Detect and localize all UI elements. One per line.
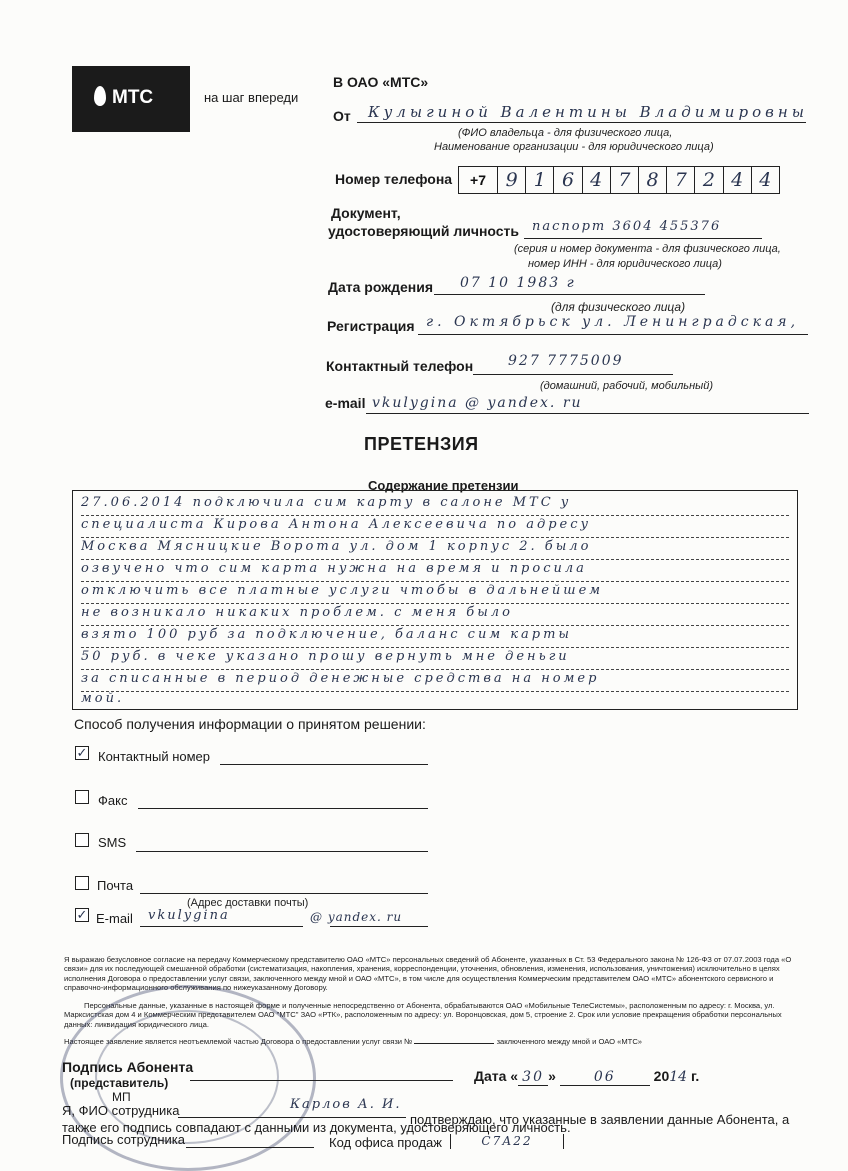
claim-line: отключить все платные услуги чтобы в дальнейшем — [81, 581, 789, 604]
phone-digit: 9 — [497, 167, 525, 193]
birth-hint: (для физического лица) — [551, 300, 686, 314]
claim-line: не возникало никаких проблем. с меня было — [81, 603, 789, 626]
date-month[interactable]: 06 — [560, 1069, 650, 1086]
phone-digit: 4 — [582, 167, 610, 193]
date-text: Дата — [474, 1068, 507, 1084]
contact-number-label: Контактный номер — [98, 749, 211, 764]
date-year-suffix[interactable]: 14 — [669, 1069, 688, 1085]
phone-digit: 7 — [666, 167, 694, 193]
subscriber-sign-label: Подпись Абонента — [62, 1059, 194, 1075]
phone-digit: 1 — [525, 167, 553, 193]
claim-subtitle: Содержание претензии — [368, 478, 519, 493]
email-option-value: vkulygina — [148, 908, 230, 923]
document-value: паспорт 3604 455376 — [532, 219, 722, 234]
post-label: Почта — [97, 878, 134, 893]
phone-number-field[interactable] — [458, 166, 780, 194]
consent-paragraph-2: Персональные данные, указанные в настоящей форме и полученные непосредственно от Абонента, обрабатываются ОАО «Мобильные ТелеСистемы», расположенным по адресу: г. Москва, ул. Марксистская дом 4 и Коммерческим представителем ОАО "МТС" ЗАО «РТК», расположенным по адресу: ул. Воронцовская, дом 5, строение 2. Срок или условие прекращения обработки персональных данных: ликвидация юридического лица. — [64, 1001, 782, 1029]
contract-number-line — [414, 1043, 494, 1044]
employee-sign-line[interactable] — [186, 1147, 314, 1148]
consent-contract-end: заключенного между мной и ОАО «МТС» — [496, 1037, 643, 1046]
consent-paragraph-1: Я выражаю безусловное согласие на передачу Коммерческому представителю ОАО «МТС» персональных сведений об Абоненте, указанных в Ст. 53 Федерального закона № 126-ФЗ от 07.07.2003 года «О связи» для их последующей смешанной обработки (систематизация, накопления, хранения, корреспонденции, уточнения, обновления, изменения, использования, уничтожения) исключительно в целях исполнения Договора о предоставлении услуг связи, заключенного между мной и ОАО «МТС», в том числе для осуществления Коммерческим представителем ОАО «МТС» абонентского сервисного и справочно-информационного обслуживания по нижеуказанному Договору. — [64, 955, 792, 993]
document-hint-1: (серия и номер документа - для физического лица, — [514, 243, 781, 255]
document-hint-2: номер ИНН - для юридического лица) — [528, 258, 722, 270]
subscriber-sign-label-2: (представитель) — [70, 1076, 169, 1090]
mp-label: МП — [112, 1090, 131, 1104]
contact-number-checkbox[interactable]: ✓ — [76, 745, 88, 760]
claim-line: озвучено что сим карта нужна на время и просила — [81, 559, 789, 582]
phone-digit: 4 — [723, 167, 751, 193]
method-title: Способ получения информации о принятом решении: — [74, 716, 426, 732]
claim-line: за списанные в период денежные средства на номер — [81, 669, 789, 692]
registration-label: Регистрация — [327, 318, 415, 334]
from-line — [357, 122, 806, 123]
post-hint: (Адрес доставки почты) — [187, 897, 309, 909]
employee-sign-label: Подпись сотрудника — [62, 1132, 185, 1147]
consent-contract-text: Настоящее заявление является неотъемлемой частью Договора о предоставлении услуг связи № — [64, 1037, 413, 1046]
email-option-line[interactable] — [140, 926, 303, 927]
document-label-1: Документ, — [331, 205, 401, 221]
confirm-text-2: также его подпись совпадают с данными из документа, удостоверяющего личность. — [62, 1120, 571, 1135]
post-checkbox[interactable] — [75, 876, 89, 890]
email-domain-value: @ yandex. ru — [310, 910, 403, 924]
logo-slogan: на шаг впереди — [204, 90, 299, 105]
claim-text-area[interactable] — [72, 490, 798, 710]
addressee: В ОАО «МТС» — [333, 74, 429, 90]
office-label: Код офиса продаж — [329, 1135, 442, 1150]
employee-value: Карлов А. И. — [290, 1097, 402, 1112]
date-label: Дата « 30 » 06 2014 г. — [474, 1068, 700, 1085]
sms-label: SMS — [98, 835, 127, 850]
email-option-label: E-mail — [96, 911, 133, 926]
from-value: Кулыгиной Валентины Владимировны — [368, 103, 808, 121]
employee-label: Я, ФИО сотрудника — [62, 1103, 180, 1118]
contact-phone-label: Контактный телефон — [326, 358, 474, 374]
sms-line[interactable] — [136, 851, 428, 852]
from-hint-1: (ФИО владельца - для физического лица, — [458, 127, 673, 139]
claim-line: Москва Мясницкие Ворота ул. дом 1 корпус 2. было — [81, 537, 789, 560]
date-year-end: г. — [690, 1068, 700, 1084]
post-line[interactable] — [140, 893, 428, 894]
date-day[interactable]: 30 — [518, 1069, 548, 1086]
from-hint-2: Наименование организации - для юридического лица) — [434, 141, 714, 153]
registration-value: г. Октябрьск ул. Ленинградская, — [426, 314, 800, 330]
claim-line: 50 руб. в чеке указано прошу вернуть мне деньги — [81, 647, 789, 670]
email-domain-line — [330, 926, 428, 927]
contact-phone-value: 927 7775009 — [508, 353, 624, 369]
claim-line: 27.06.2014 подключила сим карту в салоне МТС у — [81, 493, 789, 516]
fax-label: Факс — [98, 793, 128, 808]
contact-phone-line — [473, 374, 673, 375]
office-value: С7А22 — [481, 1134, 533, 1148]
date-year-prefix: 20 — [653, 1068, 670, 1084]
office-code-field[interactable] — [450, 1134, 564, 1149]
email-value: vkulygina @ yandex. ru — [372, 395, 583, 411]
employee-line[interactable] — [178, 1117, 406, 1118]
egg-icon — [94, 86, 106, 106]
phone-digit: 2 — [694, 167, 722, 193]
claim-line: взято 100 руб за подключение, баланс сим карты — [81, 625, 789, 648]
phone-prefix: +7 — [470, 172, 487, 188]
claim-line: мой. — [81, 691, 125, 706]
email-label: e-mail — [325, 395, 366, 411]
registration-line — [418, 334, 808, 335]
contact-number-line[interactable] — [220, 764, 428, 765]
sms-checkbox[interactable] — [75, 833, 89, 847]
logo-brand: МТС — [112, 87, 154, 108]
email-line — [366, 413, 809, 414]
birth-line — [434, 294, 705, 295]
from-label: От — [333, 108, 351, 124]
phone-label: Номер телефона — [335, 171, 453, 187]
subscriber-sign-line[interactable] — [190, 1080, 453, 1081]
document-line — [524, 238, 762, 239]
phone-digit: 8 — [638, 167, 666, 193]
email-checkbox[interactable]: ✓ — [76, 907, 88, 922]
claim-line: специалиста Кирова Антона Алексеевича по адресу — [81, 515, 789, 538]
birth-label: Дата рождения — [328, 279, 434, 295]
document-label-2: удостоверяющий личность — [328, 223, 520, 239]
fax-checkbox[interactable] — [75, 790, 89, 804]
contact-phone-hint: (домашний, рабочий, мобильный) — [540, 380, 714, 392]
confirm-text-1: подтверждаю, что указанные в заявлении данные Абонента, а — [410, 1112, 790, 1127]
phone-digit: 6 — [553, 167, 581, 193]
phone-digit: 4 — [751, 167, 779, 193]
fax-line[interactable] — [138, 808, 428, 809]
birth-value: 07 10 1983 г — [460, 275, 576, 291]
claim-title: ПРЕТЕНЗИЯ — [364, 434, 479, 454]
phone-digit: 7 — [610, 167, 638, 193]
